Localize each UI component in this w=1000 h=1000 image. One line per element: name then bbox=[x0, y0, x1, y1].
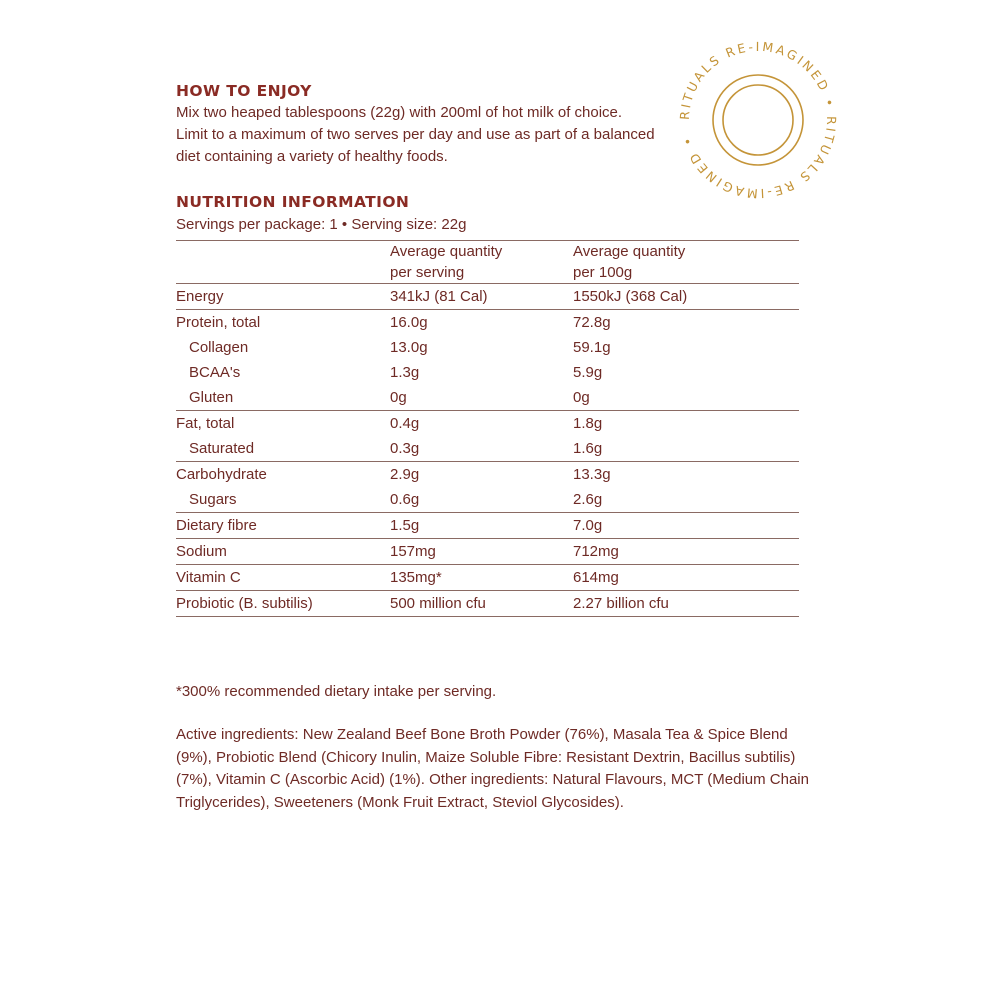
value-per-serving: 135mg* bbox=[390, 569, 442, 586]
nutrition-table bbox=[176, 240, 799, 617]
header-per-100g-line2: per 100g bbox=[573, 264, 633, 281]
nutrient-label: Protein, total bbox=[176, 314, 261, 331]
value-per-100g: 72.8g bbox=[573, 314, 611, 331]
nutrient-label-cell bbox=[176, 565, 390, 591]
header-label-cell bbox=[176, 241, 390, 284]
value-per-serving: 2.9g bbox=[390, 466, 420, 483]
value-per-100g: 614mg bbox=[573, 569, 619, 586]
nutrient-label: Probiotic (B. subtilis) bbox=[176, 595, 313, 612]
value-per-100g: 0g bbox=[573, 389, 590, 406]
nutrient-label-cell bbox=[176, 513, 390, 539]
header-per-serving bbox=[390, 241, 573, 284]
value-per-100g-cell bbox=[573, 513, 799, 539]
value-per-100g: 7.0g bbox=[573, 517, 603, 534]
seal-text-path: RITUALS RE-IMAGINED • RITUALS RE-IMAGINED • bbox=[676, 38, 840, 202]
value-per-100g: 1550kJ (368 Cal) bbox=[573, 288, 688, 305]
value-per-100g: 712mg bbox=[573, 543, 619, 560]
nutrient-label: Gluten bbox=[189, 389, 234, 406]
value-per-100g: 1.8g bbox=[573, 415, 603, 432]
nutrient-label-cell bbox=[176, 462, 390, 513]
header-per-serving-line2: per serving bbox=[390, 264, 465, 281]
nutrition-group bbox=[176, 591, 799, 617]
nutrient-label-cell bbox=[176, 411, 390, 462]
nutrient-label-cell bbox=[176, 284, 390, 310]
value-per-serving: 0.4g bbox=[390, 415, 420, 432]
value-per-100g-cell bbox=[573, 565, 799, 591]
vitamin-c-footnote: *300% recommended dietary intake per serving. bbox=[176, 683, 497, 700]
nutrient-label: Collagen bbox=[189, 339, 249, 356]
ingredients-text: Active ingredients: New Zealand Beef Bone Broth Powder (76%), Masala Tea & Spice Blend (9%), Probiotic Blend (Chicory Inulin, Maize Soluble Fibre: Resistant Dextrin, Bacillus subtilis) (7%), Vitamin C (Ascorbic Acid) (1%). Other ingredients: Natural Flavours, MCT (Medium Chain Triglycerides), Sweeteners (Monk Fruit Extract, Steviol Glycosides). bbox=[176, 726, 809, 811]
nutrition-group bbox=[176, 284, 799, 310]
value-per-serving-cell bbox=[390, 411, 573, 462]
nutrient-label-cell bbox=[176, 310, 390, 411]
nutrient-label: Carbohydrate bbox=[176, 466, 267, 483]
value-per-serving-cell bbox=[390, 513, 573, 539]
value-per-100g-cell bbox=[573, 411, 799, 462]
value-per-serving-cell bbox=[390, 591, 573, 617]
value-per-100g-cell bbox=[573, 539, 799, 565]
seal-ring-outer bbox=[713, 75, 803, 165]
nutrition-group bbox=[176, 462, 799, 513]
value-per-100g: 59.1g bbox=[573, 339, 611, 356]
nutrition-group bbox=[176, 513, 799, 539]
header-per-100g-line1: Average quantity bbox=[573, 243, 686, 260]
nutrient-label: Energy bbox=[176, 288, 224, 305]
value-per-serving: 0.6g bbox=[390, 491, 420, 508]
value-per-serving-cell bbox=[390, 565, 573, 591]
nutrient-label-cell bbox=[176, 591, 390, 617]
nutrition-group bbox=[176, 310, 799, 411]
how-to-enjoy-text: Mix two heaped tablespoons (22g) with 200ml of hot milk of choice. Limit to a maximum of two serves per day and use as part of a balanced diet containing a variety of healthy foods. bbox=[176, 104, 655, 165]
value-per-100g-cell bbox=[573, 310, 799, 411]
nutrient-label: BCAA's bbox=[189, 364, 241, 381]
value-per-serving: 0g bbox=[390, 389, 407, 406]
nutrition-group bbox=[176, 565, 799, 591]
value-per-serving: 341kJ (81 Cal) bbox=[390, 288, 488, 305]
value-per-serving-cell bbox=[390, 539, 573, 565]
serving-info: Servings per package: 1 • Serving size: 22g bbox=[176, 216, 467, 233]
nutrient-label: Sodium bbox=[176, 543, 227, 560]
value-per-serving: 1.5g bbox=[390, 517, 420, 534]
nutrient-label: Saturated bbox=[189, 440, 255, 457]
value-per-100g: 2.27 billion cfu bbox=[573, 595, 669, 612]
value-per-serving-cell bbox=[390, 310, 573, 411]
header-per-serving-line1: Average quantity bbox=[390, 243, 503, 260]
value-per-serving-cell bbox=[390, 284, 573, 310]
value-per-100g: 13.3g bbox=[573, 466, 611, 483]
nutrient-label: Dietary fibre bbox=[176, 517, 257, 534]
nutrient-label: Fat, total bbox=[176, 415, 235, 432]
value-per-serving: 500 million cfu bbox=[390, 595, 486, 612]
value-per-serving: 157mg bbox=[390, 543, 436, 560]
value-per-100g-cell bbox=[573, 462, 799, 513]
value-per-serving: 0.3g bbox=[390, 440, 420, 457]
value-per-100g: 2.6g bbox=[573, 491, 603, 508]
nutrient-label-cell bbox=[176, 539, 390, 565]
value-per-serving: 13.0g bbox=[390, 339, 428, 356]
nutrition-group bbox=[176, 411, 799, 462]
value-per-serving: 1.3g bbox=[390, 364, 420, 381]
rituals-reimagined-seal bbox=[668, 30, 848, 210]
value-per-serving-cell bbox=[390, 462, 573, 513]
nutrition-group bbox=[176, 539, 799, 565]
value-per-100g-cell bbox=[573, 591, 799, 617]
value-per-100g: 5.9g bbox=[573, 364, 603, 381]
value-per-serving: 16.0g bbox=[390, 314, 428, 331]
seal-ring-inner bbox=[723, 85, 793, 155]
seal-text bbox=[677, 39, 839, 201]
value-per-100g: 1.6g bbox=[573, 440, 603, 457]
how-to-enjoy-title: HOW TO ENJOY bbox=[176, 82, 312, 100]
header-per-100g bbox=[573, 241, 799, 284]
nutrition-title: NUTRITION INFORMATION bbox=[176, 193, 410, 211]
value-per-100g-cell bbox=[573, 284, 799, 310]
nutrient-label: Vitamin C bbox=[176, 569, 241, 586]
nutrition-header-row bbox=[176, 241, 799, 284]
nutrient-label: Sugars bbox=[189, 491, 237, 508]
